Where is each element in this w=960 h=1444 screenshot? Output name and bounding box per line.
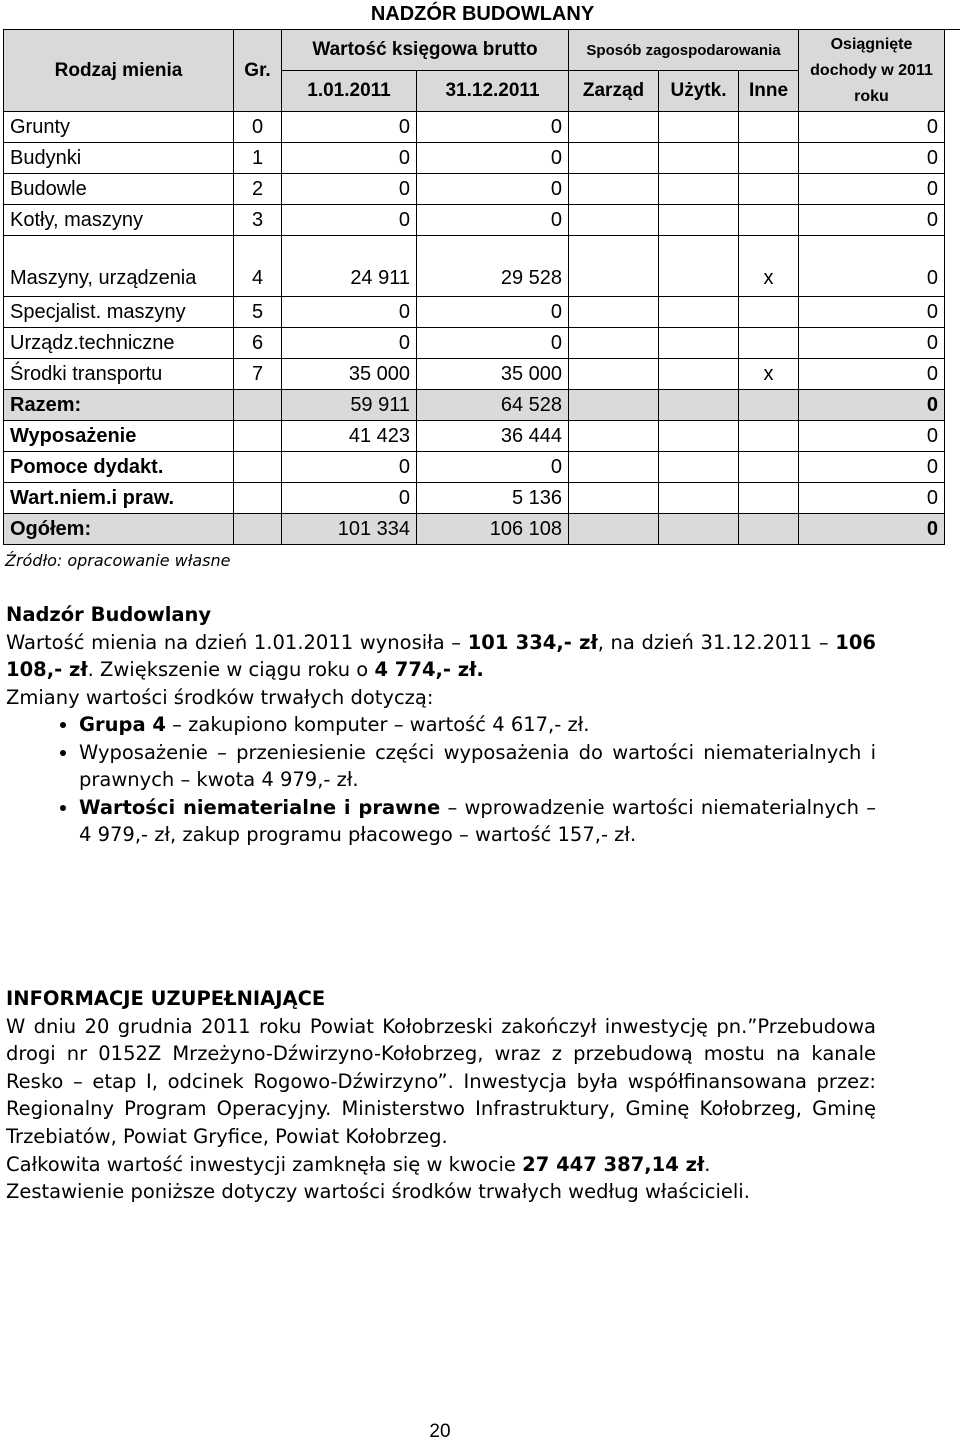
row-management [569, 390, 659, 421]
row-other [739, 174, 799, 205]
row-income: 0 [799, 359, 945, 390]
row-management [569, 328, 659, 359]
section-heading: INFORMACJE UZUPEŁNIAJĄCE [6, 987, 326, 1010]
row-value-start: 0 [282, 143, 417, 174]
list-item [79, 739, 876, 794]
row-other [739, 390, 799, 421]
row-management [569, 205, 659, 236]
table-header-row-1 [4, 30, 945, 71]
row-use [659, 112, 739, 143]
text: . Zwiększenie w ciągu roku o [87, 658, 369, 681]
row-income: 0 [799, 236, 945, 297]
row-management [569, 514, 659, 545]
row-other: x [739, 236, 799, 297]
table-row-grand-total [4, 514, 945, 545]
row-income: 0 [799, 514, 945, 545]
row-value-end: 64 528 [417, 390, 569, 421]
table-row [4, 421, 945, 452]
row-value-start: 59 911 [282, 390, 417, 421]
row-type: Wart.niem.i praw. [4, 483, 234, 514]
row-management [569, 421, 659, 452]
row-group: 7 [234, 359, 282, 390]
changes-list [6, 711, 876, 849]
row-value-start: 0 [282, 174, 417, 205]
row-type: Wyposażenie [4, 421, 234, 452]
row-use [659, 452, 739, 483]
row-value-end: 0 [417, 143, 569, 174]
info-section [6, 985, 876, 1206]
row-management [569, 297, 659, 328]
row-type: Budowle [4, 174, 234, 205]
item-text: Wyposażenie – przeniesienie części wyposażenia do wartości niematerialnych i prawnych – kwota 4 979,- zł. [79, 740, 876, 791]
header-other: Inne [739, 71, 799, 112]
row-value-end: 29 528 [417, 236, 569, 297]
row-value-end: 0 [417, 174, 569, 205]
row-income: 0 [799, 297, 945, 328]
row-other [739, 421, 799, 452]
header-type: Rodzaj mienia [4, 30, 234, 112]
row-value-end: 0 [417, 452, 569, 483]
info-paragraph: W dniu 20 grudnia 2011 roku Powiat Kołobrzeski zakończył inwestycję pn.”Przebudowa drogi nr 0152Z Mrzeżyno-Dźwirzyno-Kołobrzeg, wraz z przebudową mostu na kanale Resko – etap I, odcinek Rogowo-Dźwirzyno”. Inwestycja była współfinansowana przez: Regionalny Program Operacyjny. Ministerstwo Infrastruktury, Gminę Kołobrzeg, Gminę Trzebiatów, Powiat Gryfice, Powiat Kołobrzeg. [6, 1014, 876, 1148]
total-paragraph [6, 1151, 876, 1179]
row-income: 0 [799, 452, 945, 483]
row-use [659, 143, 739, 174]
row-type: Razem: [4, 390, 234, 421]
row-other [739, 205, 799, 236]
row-other [739, 514, 799, 545]
item-bold: Wartości niematerialne i prawne [79, 795, 441, 819]
row-other [739, 452, 799, 483]
row-income: 0 [799, 112, 945, 143]
row-value-start: 101 334 [282, 514, 417, 545]
row-management [569, 236, 659, 297]
row-group [234, 421, 282, 452]
row-group: 0 [234, 112, 282, 143]
row-group: 4 [234, 236, 282, 297]
row-income: 0 [799, 143, 945, 174]
row-income: 0 [799, 174, 945, 205]
row-income: 0 [799, 483, 945, 514]
summary-paragraph: Zestawienie poniższe dotyczy wartości środków trwałych według właścicieli. [6, 1180, 750, 1204]
row-value-end: 106 108 [417, 514, 569, 545]
row-management [569, 452, 659, 483]
row-value-end: 35 000 [417, 359, 569, 390]
total-value: 27 447 387,14 zł [522, 1152, 705, 1176]
row-value-end: 0 [417, 328, 569, 359]
row-type: Środki transportu [4, 359, 234, 390]
header-income: Osiągnięte dochody w 2011 roku [799, 30, 945, 112]
table-row [4, 143, 945, 174]
row-type: Specjalist. maszyny [4, 297, 234, 328]
row-income: 0 [799, 328, 945, 359]
table-row-total [4, 390, 945, 421]
row-other [739, 328, 799, 359]
page-number: 20 [429, 1421, 451, 1442]
row-value-end: 36 444 [417, 421, 569, 452]
row-income: 0 [799, 421, 945, 452]
table-row [4, 205, 945, 236]
row-value-start: 35 000 [282, 359, 417, 390]
row-other [739, 297, 799, 328]
row-management [569, 143, 659, 174]
table-row [4, 236, 945, 297]
row-value-start: 0 [282, 452, 417, 483]
row-income: 0 [799, 390, 945, 421]
header-date2: 31.12.2011 [417, 71, 569, 112]
item-text: – zakupiono komputer – wartość 4 617,- zł. [165, 713, 590, 736]
row-group: 2 [234, 174, 282, 205]
row-use [659, 205, 739, 236]
row-use [659, 483, 739, 514]
header-use: Użytk. [659, 71, 739, 112]
row-value-start: 0 [282, 328, 417, 359]
row-group [234, 452, 282, 483]
row-type: Urządz.techniczne [4, 328, 234, 359]
table-row [4, 174, 945, 205]
list-item [79, 711, 876, 739]
section-heading: Nadzór Budowlany [6, 603, 212, 626]
item-bold: Grupa 4 [79, 713, 166, 736]
row-group [234, 390, 282, 421]
row-value-end: 0 [417, 205, 569, 236]
row-group: 6 [234, 328, 282, 359]
row-other [739, 112, 799, 143]
nadzor-section [6, 601, 876, 849]
row-other [739, 483, 799, 514]
table-title: NADZÓR BUDOWLANY [370, 3, 595, 25]
row-group: 3 [234, 205, 282, 236]
row-income: 0 [799, 205, 945, 236]
row-value-start: 41 423 [282, 421, 417, 452]
row-use [659, 174, 739, 205]
row-value-start: 0 [282, 205, 417, 236]
row-management [569, 112, 659, 143]
row-type: Budynki [4, 143, 234, 174]
row-value-end: 0 [417, 112, 569, 143]
row-management [569, 483, 659, 514]
changes-intro: Zmiany wartości środków trwałych dotyczą: [6, 685, 434, 709]
row-use [659, 421, 739, 452]
value-increase: 4 774,- zł. [374, 658, 484, 681]
item-text: – wprowadzenie wartości niematerialnych – 4 979,- zł, zakup programu płacowego – wartość 157,- zł. [79, 795, 876, 846]
header-book-value: Wartość księgowa brutto [282, 30, 569, 71]
row-group: 1 [234, 143, 282, 174]
value-start: 101 334,- zł [467, 630, 598, 654]
list-item [79, 794, 876, 849]
row-type: Ogółem: [4, 514, 234, 545]
value-paragraph [6, 629, 876, 684]
row-other [739, 143, 799, 174]
row-type: Grunty [4, 112, 234, 143]
row-use [659, 328, 739, 359]
table-row [4, 359, 945, 390]
header-management: Zarząd [569, 71, 659, 112]
row-use [659, 236, 739, 297]
header-usage: Sposób zagospodarowania [569, 30, 799, 71]
text: . [704, 1152, 711, 1176]
row-group [234, 514, 282, 545]
row-value-start: 0 [282, 112, 417, 143]
text: Całkowita wartość inwestycji zamknęła się w kwocie [6, 1152, 516, 1176]
table-row [4, 483, 945, 514]
text: Wartość mienia na dzień 1.01.2011 wynosiła – [6, 630, 462, 654]
table-row [4, 452, 945, 483]
row-other: x [739, 359, 799, 390]
table-row [4, 297, 945, 328]
row-type: Maszyny, urządzenia [4, 236, 234, 297]
row-group [234, 483, 282, 514]
table-row [4, 112, 945, 143]
row-group: 5 [234, 297, 282, 328]
row-use [659, 390, 739, 421]
row-management [569, 174, 659, 205]
header-date1: 1.01.2011 [282, 71, 417, 112]
table-source-note: Źródło: opracowanie własne [5, 551, 231, 570]
row-value-end: 0 [417, 297, 569, 328]
row-value-start: 0 [282, 297, 417, 328]
row-value-start: 24 911 [282, 236, 417, 297]
assets-table [3, 29, 945, 545]
text: , na dzień 31.12.2011 – [597, 630, 829, 654]
row-type: Kotły, maszyny [4, 205, 234, 236]
header-group: Gr. [234, 30, 282, 112]
row-type: Pomoce dydakt. [4, 452, 234, 483]
value-end: 106 108,- zł [6, 630, 876, 681]
row-use [659, 359, 739, 390]
row-use [659, 514, 739, 545]
row-value-end: 5 136 [417, 483, 569, 514]
row-use [659, 297, 739, 328]
table-row [4, 328, 945, 359]
row-management [569, 359, 659, 390]
row-value-start: 0 [282, 483, 417, 514]
